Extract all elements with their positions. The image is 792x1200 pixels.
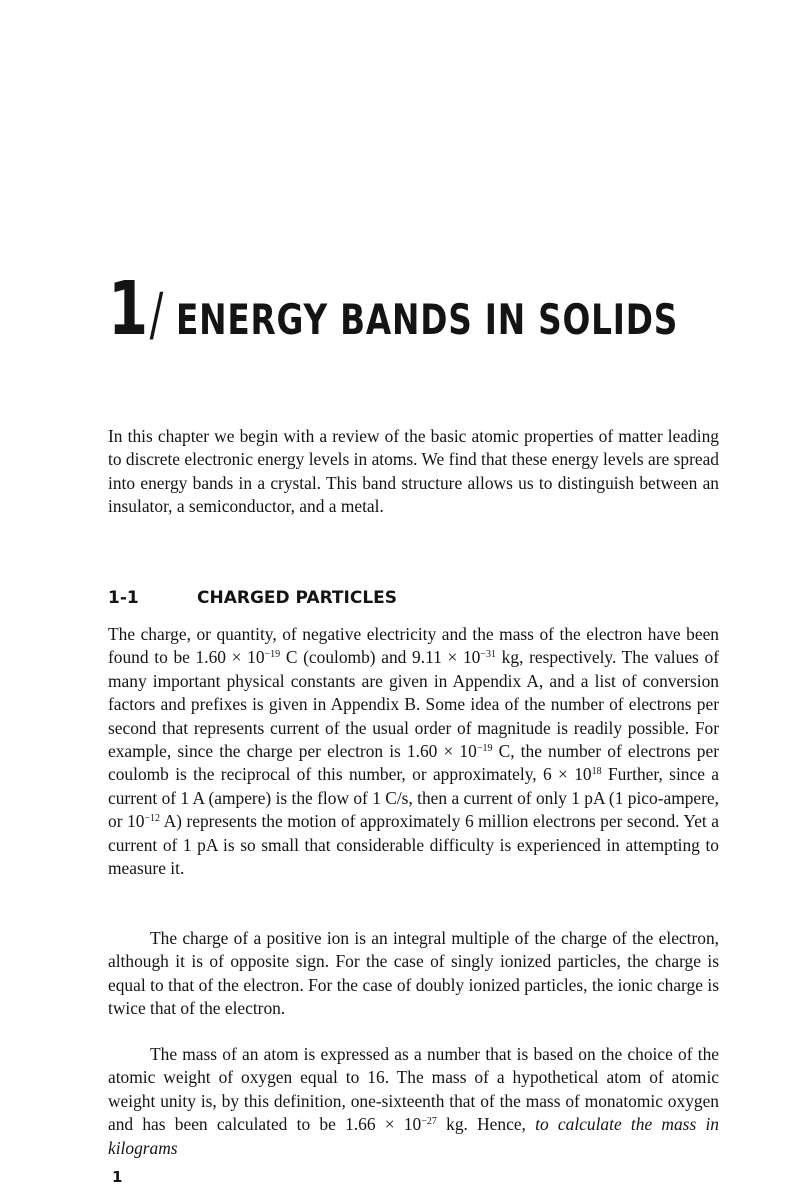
body-paragraph-3 bbox=[108, 1043, 719, 1160]
body-paragraph-1 bbox=[108, 623, 719, 880]
page-number: 1 bbox=[112, 1168, 123, 1186]
section-heading bbox=[108, 588, 397, 608]
section-number: 1-1 bbox=[108, 588, 139, 608]
text-run: Further, since a current of 1 A (ampere) is the flow of 1 C/s, then a current of only 1 pA (1 pico-ampere, or 10 bbox=[108, 764, 719, 832]
exponent: −12 bbox=[144, 813, 161, 825]
exponent: −31 bbox=[480, 649, 496, 661]
italic-text: to calculate the mass in kilograms bbox=[108, 1114, 719, 1158]
exponent: −27 bbox=[421, 1116, 437, 1128]
text-run: The mass of an atom is expressed as a number that is based on the choice of the atomic weight of oxygen equal to 16. The mass of a hypothetical atom of atomic weight unity is, by this definition, one-sixteenth that of the mass of monatomic oxygen and has been calculated to be 1.66 × 10 bbox=[108, 1044, 719, 1135]
exponent: −19 bbox=[264, 649, 281, 661]
text-run: The charge, or quantity, of negative electricity and the mass of the electron have been found to be 1.60 × 10 bbox=[108, 624, 719, 668]
exponent: 18 bbox=[591, 766, 602, 778]
chapter-slash: / bbox=[149, 280, 164, 348]
text-run: A) represents the motion of approximately 6 million electrons per second. Yet a current of 1 pA is so small that considerable difficulty is experienced in attempting to measure it. bbox=[108, 811, 719, 879]
body-paragraph-2: The charge of a positive ion is an integral multiple of the charge of the electron, although it is of opposite sign. For the case of singly ionized particles, the charge is equal to that of the electron. For the case of doubly ionized particles, the ionic charge is twice that of the electron. bbox=[108, 928, 719, 1019]
chapter-name: ENERGY BANDS IN SOLIDS bbox=[176, 295, 679, 344]
text-run: kg. Hence, bbox=[436, 1114, 536, 1135]
intro-paragraph: In this chapter we begin with a review of the basic atomic properties of matter leading to discrete electronic energy levels in atoms. We find that these energy levels are spread into energy bands in a crystal. This band structure allows us to distinguish between an insulator, a semiconductor, and a metal. bbox=[108, 426, 719, 517]
exponent: −19 bbox=[476, 743, 493, 755]
text-run: kg, respectively. The values of many important physical constants are given in Appendix A, and a list of conversion factors and prefixes is given in Appendix B. Some idea of the number of electrons per second that represents current of the usual order of magnitude is readily possible. For example, since the charge per electron is 1.60 × 10 bbox=[108, 647, 719, 762]
text-run: C, the number of electrons per coulomb is the reciprocal of this number, or approximately, 6 × 10 bbox=[108, 741, 719, 785]
chapter-number: 1 bbox=[108, 266, 147, 352]
text-run: C (coulomb) and 9.11 × 10 bbox=[280, 647, 481, 668]
chapter-title bbox=[108, 266, 792, 352]
section-title: CHARGED PARTICLES bbox=[197, 588, 398, 608]
